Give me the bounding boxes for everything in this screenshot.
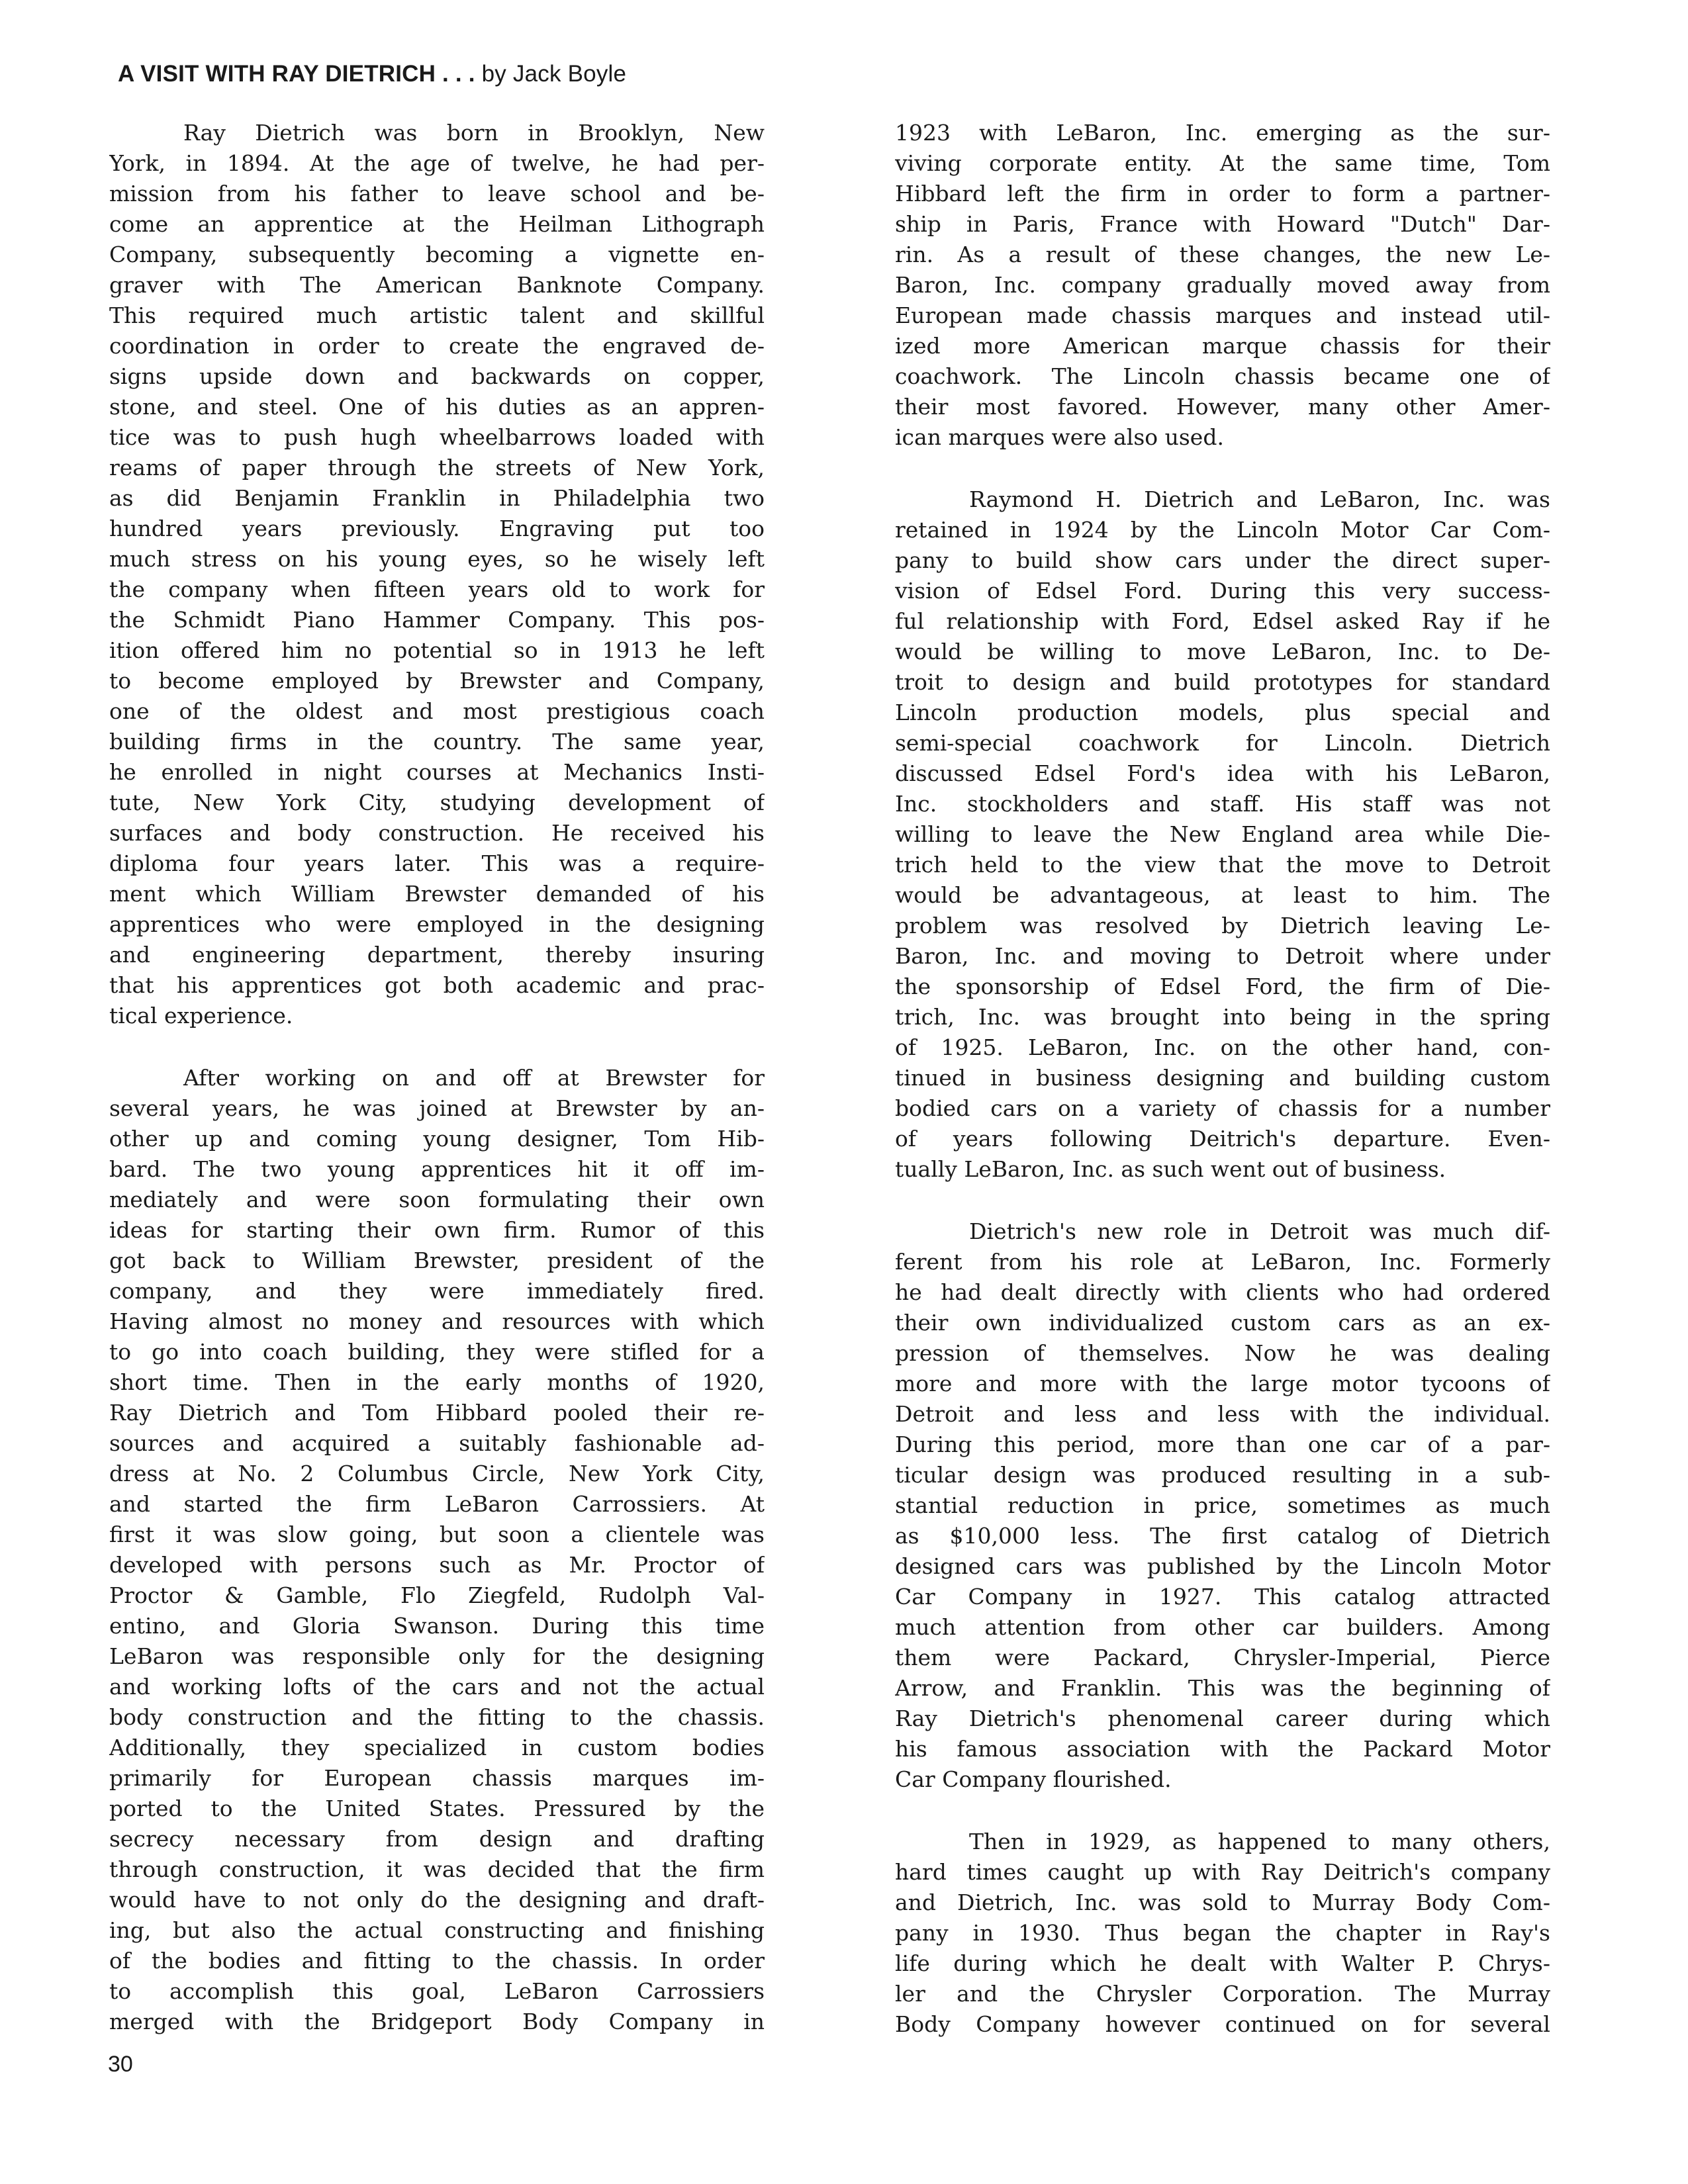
- page-number: 30: [108, 2052, 133, 2077]
- text-line: Hibbard left the firm in order to form a partner-: [895, 181, 1550, 206]
- text-line: of 1925. LeBaron, Inc. on the other hand, con-: [895, 1034, 1550, 1060]
- text-line: mission from his father to leave school and be-: [109, 181, 765, 206]
- text-line: Baron, Inc. company gradually moved away from: [895, 272, 1550, 298]
- text-line: hundred years previously. Engraving put too: [109, 516, 765, 541]
- text-line: bard. The two young apprentices hit it off im-: [109, 1156, 765, 1182]
- text-line: ition offered him no potential so in 1913 he left: [109, 637, 765, 663]
- text-line: several years, he was joined at Brewster by an-: [109, 1095, 765, 1121]
- text-line: ler and the Chrysler Corporation. The Murray: [895, 1981, 1550, 2007]
- text-line: reams of paper through the streets of New York,: [109, 455, 765, 480]
- text-line: viving corporate entity. At the same time, Tom: [895, 150, 1550, 176]
- text-line: Proctor & Gamble, Flo Ziegfeld, Rudolph Val-: [109, 1582, 765, 1608]
- text-line: pany in 1930. Thus began the chapter in Ray's: [895, 1920, 1550, 1946]
- text-line: secrecy necessary from design and drafting: [109, 1826, 765, 1852]
- text-line: European made chassis marques and instead util-: [895, 302, 1550, 328]
- text-line: he had dealt directly with clients who had ordered: [895, 1279, 1550, 1305]
- paragraph: [109, 1063, 765, 2037]
- text-line: of the bodies and fitting to the chassis. In order: [109, 1948, 765, 1974]
- text-line: trich held to the view that the move to Detroit: [895, 852, 1550, 878]
- text-line: Car Company flourished.: [895, 1766, 1172, 1792]
- text-line: would have to not only do the designing and draft-: [109, 1887, 765, 1913]
- text-line: tute, New York City, studying development of: [109, 790, 765, 815]
- text-line: signs upside down and backwards on copper,: [109, 363, 765, 389]
- text-line: building firms in the country. The same year,: [109, 729, 765, 754]
- text-line: Having almost no money and resources with which: [109, 1308, 765, 1334]
- text-line: ship in Paris, France with Howard "Dutch" Dar-: [895, 211, 1550, 237]
- text-line: the company when fifteen years old to work for: [109, 576, 765, 602]
- text-line: stantial reduction in price, sometimes as much: [895, 1492, 1550, 1518]
- text-line: rin. As a result of these changes, the new Le-: [895, 242, 1550, 267]
- text-line: stone, and steel. One of his duties as an appren-: [109, 394, 765, 420]
- text-line: as $10,000 less. The first catalog of Dietrich: [895, 1523, 1550, 1549]
- text-line: problem was resolved by Dietrich leaving Le-: [895, 913, 1550, 938]
- paragraph: [109, 118, 765, 1031]
- text-line: much stress on his young eyes, so he wisely left: [109, 546, 765, 572]
- text-line: During this period, more than one car of a par-: [895, 1432, 1550, 1457]
- text-line: sources and acquired a suitably fashionable ad-: [109, 1430, 765, 1456]
- text-line: Inc. stockholders and staff. His staff was not: [895, 791, 1550, 817]
- text-line: bodied cars on a variety of chassis for a number: [895, 1095, 1550, 1121]
- text-line: pression of themselves. Now he was dealing: [895, 1340, 1550, 1366]
- text-line: graver with The American Banknote Company.: [109, 272, 765, 298]
- paragraph: [895, 118, 1550, 453]
- text-line: of years following Deitrich's departure. Even-: [895, 1126, 1550, 1152]
- article-title: A VISIT WITH RAY DIETRICH . . .: [118, 61, 475, 87]
- text-line: vision of Edsel Ford. During this very success-: [895, 578, 1550, 604]
- text-line: Detroit and less and less with the individual.: [895, 1401, 1550, 1427]
- text-line: Ray Dietrich's phenomenal career during which: [895, 1706, 1550, 1731]
- text-line: merged with the Bridgeport Body Company in: [109, 2009, 765, 2034]
- text-line: ideas for starting their own firm. Rumor of this: [109, 1217, 765, 1243]
- text-line: Car Company in 1927. This catalog attracted: [895, 1584, 1550, 1610]
- paragraph: [895, 1216, 1550, 1795]
- text-line: designed cars was published by the Lincoln Motor: [895, 1553, 1550, 1579]
- text-line: the sponsorship of Edsel Ford, the firm of Die-: [895, 974, 1550, 999]
- text-line: as did Benjamin Franklin in Philadelphia two: [109, 485, 765, 511]
- text-line: pany to build show cars under the direct super-: [895, 547, 1550, 573]
- text-line: and engineering department, thereby insuring: [109, 942, 765, 968]
- paragraph: [895, 1827, 1550, 2040]
- text-line: and started the firm LeBaron Carrossiers. At: [109, 1491, 765, 1517]
- text-line: discussed Edsel Ford's idea with his LeBaron,: [895, 760, 1550, 786]
- text-line: short time. Then in the early months of 1920,: [109, 1369, 765, 1395]
- text-line: much attention from other car builders. Among: [895, 1614, 1550, 1640]
- text-line: the Schmidt Piano Hammer Company. This pos-: [109, 607, 765, 633]
- text-line: This required much artistic talent and skillful: [109, 302, 765, 328]
- text-line: surfaces and body construction. He received his: [109, 820, 765, 846]
- text-line: he enrolled in night courses at Mechanics Insti-: [109, 759, 765, 785]
- text-line: one of the oldest and most prestigious coach: [109, 698, 765, 724]
- text-line: Arrow, and Franklin. This was the beginning of: [895, 1675, 1550, 1701]
- text-line: Then in 1929, as happened to many others,: [969, 1829, 1550, 1854]
- text-line: 1923 with LeBaron, Inc. emerging as the sur-: [895, 120, 1550, 146]
- left-column: [109, 118, 765, 2069]
- text-line: developed with persons such as Mr. Proctor of: [109, 1552, 765, 1578]
- text-line: retained in 1924 by the Lincoln Motor Car Com-: [895, 517, 1550, 543]
- text-line: diploma four years later. This was a require-: [109, 850, 765, 876]
- text-line: tually LeBaron, Inc. as such went out of business.: [895, 1156, 1446, 1182]
- text-line: company, and they were immediately fired.: [109, 1278, 765, 1304]
- text-line: York, in 1894. At the age of twelve, he had per-: [109, 150, 765, 176]
- text-line: ticular design was produced resulting in a sub-: [895, 1462, 1550, 1488]
- text-line: more and more with the large motor tycoons of: [895, 1371, 1550, 1396]
- text-line: other up and coming young designer, Tom Hib-: [109, 1126, 765, 1152]
- text-line: through construction, it was decided that the firm: [109, 1856, 765, 1882]
- text-line: After working on and off at Brewster for: [183, 1065, 765, 1091]
- article-heading: [118, 61, 626, 87]
- text-line: life during which he dealt with Walter P. Chrys-: [895, 1950, 1550, 1976]
- text-line: troit to design and build prototypes for standard: [895, 669, 1550, 695]
- text-line: ing, but also the actual constructing and finishing: [109, 1917, 765, 1943]
- text-line: come an apprentice at the Heilman Lithograph: [109, 211, 765, 237]
- text-line: got back to William Brewster, president of the: [109, 1248, 765, 1273]
- text-line: mediately and were soon formulating their own: [109, 1187, 765, 1212]
- right-column: [895, 118, 1550, 2071]
- text-line: trich, Inc. was brought into being in the spring: [895, 1004, 1550, 1030]
- text-line: LeBaron was responsible only for the designing: [109, 1643, 765, 1669]
- text-line: and Dietrich, Inc. was sold to Murray Body Com-: [895, 1889, 1550, 1915]
- text-line: Baron, Inc. and moving to Detroit where under: [895, 943, 1550, 969]
- text-line: tice was to push hugh wheelbarrows loaded with: [109, 424, 765, 450]
- paragraph: [895, 484, 1550, 1185]
- text-line: them were Packard, Chrysler-Imperial, Pierce: [895, 1645, 1550, 1670]
- text-line: their own individualized custom cars as an ex-: [895, 1310, 1550, 1336]
- text-line: tinued in business designing and building custom: [895, 1065, 1550, 1091]
- text-line: ment which William Brewster demanded of his: [109, 881, 765, 907]
- text-line: his famous association with the Packard Motor: [895, 1736, 1550, 1762]
- text-line: Body Company however continued on for several: [895, 2011, 1550, 2037]
- text-line: coordination in order to create the engraved de-: [109, 333, 765, 359]
- text-line: Dietrich's new role in Detroit was much dif-: [969, 1218, 1550, 1244]
- text-line: dress at No. 2 Columbus Circle, New York City,: [109, 1461, 765, 1486]
- text-line: ican marques were also used.: [895, 424, 1224, 450]
- text-line: willing to leave the New England area while Die-: [895, 821, 1550, 847]
- article-byline: by Jack Boyle: [481, 61, 627, 87]
- text-line: semi-special coachwork for Lincoln. Dietrich: [895, 730, 1550, 756]
- text-line: and working lofts of the cars and not the actual: [109, 1674, 765, 1700]
- text-line: to become employed by Brewster and Company,: [109, 668, 765, 694]
- text-line: Company, subsequently becoming a vignette en-: [109, 242, 765, 267]
- text-line: to go into coach building, they were stifled for a: [109, 1339, 765, 1365]
- text-line: that his apprentices got both academic and prac-: [109, 972, 765, 998]
- text-line: apprentices who were employed in the designing: [109, 911, 765, 937]
- text-line: would be willing to move LeBaron, Inc. to De-: [895, 639, 1550, 664]
- text-line: ful relationship with Ford, Edsel asked Ray if he: [895, 608, 1550, 634]
- text-line: first it was slow going, but soon a clientele was: [109, 1522, 765, 1547]
- text-line: hard times caught up with Ray Deitrich's company: [895, 1859, 1550, 1885]
- text-line: to accomplish this goal, LeBaron Carrossiers: [109, 1978, 765, 2004]
- text-line: Raymond H. Dietrich and LeBaron, Inc. was: [969, 486, 1550, 512]
- text-line: ferent from his role at LeBaron, Inc. Formerly: [895, 1249, 1550, 1275]
- text-line: entino, and Gloria Swanson. During this time: [109, 1613, 765, 1639]
- text-line: ported to the United States. Pressured by the: [109, 1796, 765, 1821]
- text-line: Ray Dietrich was born in Brooklyn, New: [183, 120, 765, 146]
- text-line: body construction and the fitting to the chassis.: [109, 1704, 765, 1730]
- text-line: Ray Dietrich and Tom Hibbard pooled their re-: [109, 1400, 765, 1426]
- text-line: primarily for European chassis marques im-: [109, 1765, 765, 1791]
- text-line: coachwork. The Lincoln chassis became one of: [895, 363, 1550, 389]
- text-line: ized more American marque chassis for their: [895, 333, 1550, 359]
- text-line: Additionally, they specialized in custom bodies: [109, 1735, 765, 1760]
- text-line: their most favored. However, many other Amer-: [895, 394, 1550, 420]
- text-line: would be advantageous, at least to him. The: [895, 882, 1550, 908]
- text-line: tical experience.: [109, 1003, 293, 1028]
- text-line: Lincoln production models, plus special and: [895, 700, 1550, 725]
